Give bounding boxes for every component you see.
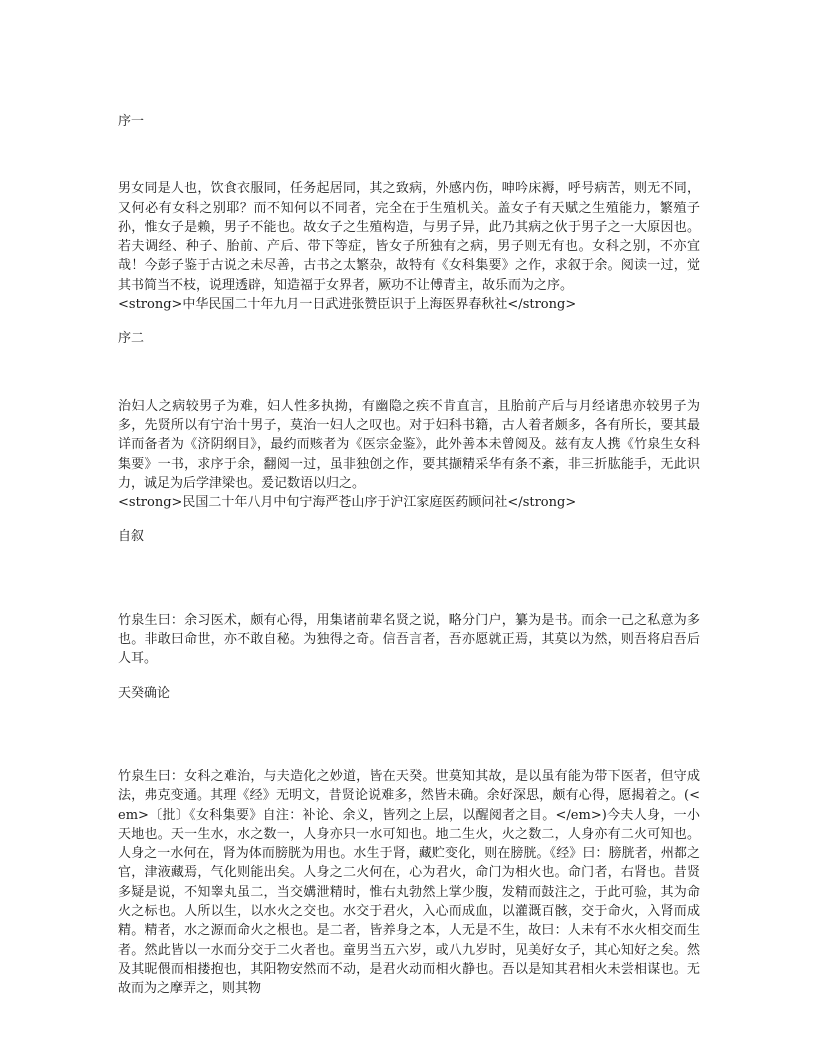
section-heading: 自叙: [118, 529, 145, 545]
section-paragraph: 竹泉生曰：余习医术，颇有心得，用集诸前辈名贤之说，略分门户，纂为是书。而余一己之私意为多也。非敢曰命世，亦不敢自秘。为独得之奇。信吾言者，吾亦愿就正焉，其莫以为然，则吾将启吾后人耳。: [118, 612, 700, 667]
section-heading: 天癸确论: [118, 685, 171, 701]
document-page: [118, 112, 700, 999]
section-heading: 序一: [118, 114, 145, 129]
section-paragraph: 竹泉生曰：女科之难治，与夫造化之妙道，皆在天癸。世莫知其故，是以虽有能为带下医者，但守成法，弗克变通。其理《经》无明文，昔贤论说难多，然皆未确。余好深思，颇有心得，愿揭着之。(<em>〔批〕《女科集要》自注：补论、余义，皆列之上层，以醒阅者之目。</em>)今夫人身，一小天地也。天一生水，水之数一，人身亦只一水可知也。地二生火，火之数二，人身亦有二火可知也。人身之一水何在，肾为体而膀胱为用也。水生于肾，藏贮变化，则在膀胱。《经》曰：膀胱者，州都之官，津液藏焉，气化则能出矣。人身之二火何在，心为君火，命门为相火也。命门者，右肾也。昔贤多疑是说，不知睾丸虽二，当交媾泄精时，惟右丸勃然上掌少腹，发精而鼓注之，于此可验，其为命火之标也。人所以生，以水火之交也。水交于君火，入心而成血，以灌溉百骸，交于命火，入肾而成精。精者，水之源而命火之根也。是二者，皆养身之本，人无是不生，故曰：人未有不水火相交而生者。然此皆以一水而分交于二火者也。童男当五六岁，或八九岁时，见美好女子，其心知好之矣。然及其昵偎而相搂抱也，其阳物安然而不动，是君火动而相火静也。吾以是知其君相火未尝相谋也。无故而为之摩弄之，则其物: [118, 768, 700, 997]
section-signature: <strong>中华民国二十年九月一日武进张赞臣识于上海医界春秋社</strong>: [118, 297, 577, 313]
section-signature: <strong>民国二十年八月中旬宁海严苍山序于沪江家庭医药顾问社</strong>: [118, 495, 577, 511]
section-paragraph: 治妇人之病较男子为难，妇人性多执拗，有幽隐之疾不肯直言，且胎前产后与月经诸患亦较男子为多，先贤所以有宁治十男子，莫治一妇人之叹也。对于妇科书籍，古人着者颇多，各有所长，要其最详而备者为《济阴纲目》，最约而赅者为《医宗金鉴》，此外善本未曾阅及。兹有友人携《竹泉生女科集要》一书，求序于余，翻阅一过，虽非独创之作，要其撷精采华有条不紊，非三折肱能手，无此识力，诚足为后学津梁也。爰记数语以归之。: [118, 398, 700, 491]
section-heading: 序二: [118, 331, 145, 347]
section-paragraph: 男女同是人也，饮食衣服同，任务起居同，其之致病，外感内伤，呻吟床褥，呼号病苦，则无不同，又何必有女科之别耶？而不知何以不同者，完全在于生殖机关。盖女子有天赋之生殖能力，繁殖子孙，惟女子是赖，男子不能也。故女子之生殖构造，与男子异，此乃其病之伙于男子之一大原因也。若夫调经、种子、胎前、产后、带下等症，皆女子所独有之病，男子则无有也。女科之别，不亦宜哉！今彭子鉴于古说之未尽善，古书之太繁杂，故特有《女科集要》之作，求叙于余。阅读一过，觉其书简当不枝，说理透辟，知造福于女界者，厥功不让傅青主，故乐而为之序。: [118, 181, 700, 293]
